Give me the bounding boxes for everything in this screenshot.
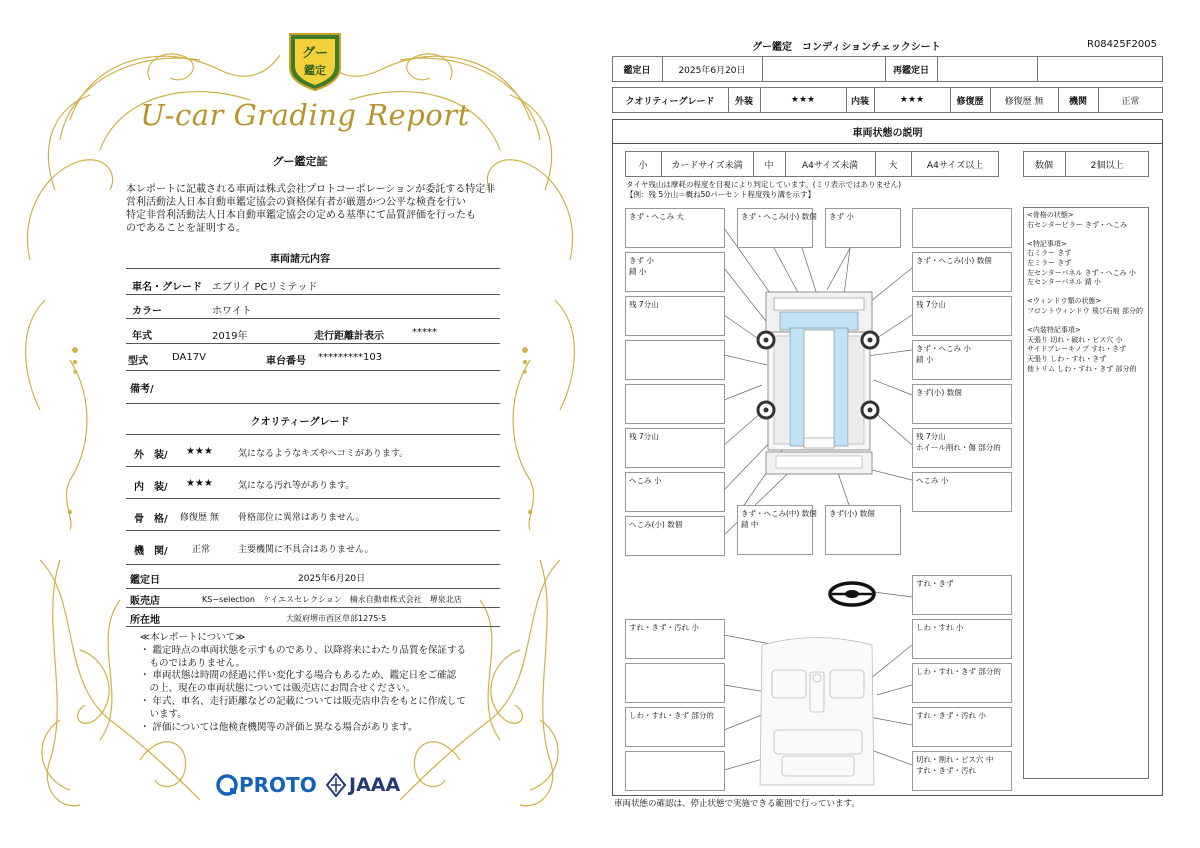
badge-top-text: グー <box>301 46 328 61</box>
badge-shield-icon <box>286 30 344 92</box>
model-label: 型式 <box>128 356 148 367</box>
sheet-title: グー鑑定 コンディションチェックシート <box>752 42 941 53</box>
legend-count-desc: 2個以上 <box>1090 160 1124 171</box>
special-note-line: <特記事項> <box>1027 239 1067 248</box>
quality-label: 内 装/ <box>134 482 168 493</box>
special-note-line: 左センターパネル きず・へこみ 小 <box>1027 268 1136 277</box>
special-note-line <box>1027 317 1145 327</box>
certificate-heading: グー鑑定証 <box>272 155 328 168</box>
year-value: 2019年 <box>212 331 248 342</box>
legend-medium-desc: A4サイズ未満 <box>801 160 859 171</box>
interior-box-right-3: すれ・きず・汚れ 小 <box>912 707 1012 747</box>
address-label: 所在地 <box>130 615 160 626</box>
damage-box-left-1: きず・へこみ 大 <box>625 208 725 248</box>
damage-box-top-1: きず・へこみ(小) 数個 <box>737 208 813 248</box>
quality-label: 骨 格/ <box>134 514 168 525</box>
special-note-line <box>1027 230 1145 240</box>
quality-desc: 主要機関に不具合はありません。 <box>238 545 374 555</box>
damage-box-left-3: 残 7分山 <box>625 296 725 336</box>
intro-line: のであることを証明する。 <box>126 223 246 234</box>
special-note-line: <骨格の状態> <box>1027 211 1074 219</box>
mileage-label: 走行距離計表示 <box>314 331 384 342</box>
notes-title: ≪本レポートについて≫ <box>140 632 246 643</box>
badge-bottom-text: 鑑定 <box>304 64 326 77</box>
divider <box>126 268 500 269</box>
sheet-footer: 車両状態の確認は、停止状態で実施できる範囲で行っています。 <box>614 799 860 809</box>
note-line: ・ 評価については他検査機関等の評価と異なる場合があります。 <box>140 721 418 733</box>
interior-box-right-1: しわ・すれ 小 <box>912 619 1012 659</box>
damage-box-right-4: きず(小) 数個 <box>912 384 1012 424</box>
damage-box-right-2: 残 7分山 <box>912 296 1012 336</box>
quality-label: 外 装/ <box>134 450 168 461</box>
interior-box-right-2: しわ・すれ・きず 部分的 <box>912 663 1012 703</box>
damage-box-right-1: きず・へこみ(小) 数個 <box>912 252 1012 292</box>
special-note-line: 右センターピラー きず・へこみ <box>1027 220 1127 229</box>
special-note-line: 天張り 切れ・破れ・ビス穴 小 <box>1027 335 1123 344</box>
special-notes-box <box>1023 207 1149 779</box>
report-notes <box>140 632 466 734</box>
damage-box-bottom-1: きず・へこみ(中) 数個 錆 中 <box>737 505 813 555</box>
special-note-line: 天張り しわ・すれ・きず <box>1027 354 1107 363</box>
divider <box>126 466 500 467</box>
car-top-view <box>758 292 878 474</box>
exterior-label: 外装 <box>734 96 753 107</box>
damage-box-left-5 <box>625 384 725 424</box>
damage-box-right-5: 残 7分山 ホイール削れ・傷 部分的 <box>912 428 1012 468</box>
intro-line: 本レポートに記載される車両は株式会社プロトコーポレーションが委託する特定非 <box>126 184 496 195</box>
intro-line: 特定非営利活動法人日本自動車鑑定協会の定める基準にて品質評価を行ったも <box>126 210 476 221</box>
divider <box>126 564 500 565</box>
quality-value: ★★★ <box>186 478 213 489</box>
legend-count: 数個 <box>1034 160 1053 171</box>
quality-value: ★★★ <box>186 446 213 457</box>
divider <box>126 626 500 627</box>
legend-large: 大 <box>888 160 898 171</box>
legend-medium: 中 <box>764 160 774 171</box>
reinspect-label: 再鑑定日 <box>892 65 929 76</box>
tire-note-2: 【例：残 5分山＝概ね50パーセント程度残り溝を示す】 <box>626 190 816 199</box>
special-note-line: 右ミラー きず <box>1027 249 1072 258</box>
spec-title: 車両諸元内容 <box>270 254 330 265</box>
section-title: 車両状態の説明 <box>852 127 923 139</box>
sheet-date-label: 鑑定日 <box>623 65 651 76</box>
quality-value: 正常 <box>192 545 211 555</box>
steering-wheel-icon <box>830 583 874 605</box>
damage-box-top-3 <box>912 208 1012 248</box>
divider <box>126 530 500 531</box>
divider <box>126 607 500 608</box>
quality-desc: 気になるようなキズやヘコミがあります。 <box>238 449 409 459</box>
damage-box-left-7: へこみ 小 <box>625 472 725 512</box>
jaaa-mark-icon <box>326 773 346 797</box>
damage-box-bottom-2: きず(小) 数個 <box>825 505 901 555</box>
repair-value: 修復歴 無 <box>1004 96 1044 107</box>
interior-box-left-1: すれ・きず・汚れ 小 <box>625 619 725 659</box>
color-label: カラー <box>132 306 162 317</box>
special-note-line: <内装特記事項> <box>1027 326 1081 335</box>
repair-label: 修復歴 <box>956 96 984 107</box>
mileage-value: ***** <box>412 327 437 338</box>
interior-box-left-4 <box>625 751 725 791</box>
dealer-value: KS−selection ケイエスセレクション 楠永自動車株式会社 堺泉北店 <box>202 595 462 604</box>
special-note-line: 左センターパネル 錆 小 <box>1027 278 1101 287</box>
remarks-label: 備考/ <box>130 384 154 395</box>
quality-value: 修復歴 無 <box>180 513 219 523</box>
divider <box>126 343 500 344</box>
divider <box>126 403 500 404</box>
special-note-line: サイドブレーキノブ すれ・きず <box>1027 345 1127 354</box>
proto-mark-icon <box>216 774 238 796</box>
note-line: ・ 鑑定時点の車両状態を示すものであり、以降将来にわたり品質を保証する <box>140 644 467 656</box>
divider <box>126 294 500 295</box>
damage-box-steering: すれ・きず <box>912 575 1012 615</box>
divider <box>126 370 500 371</box>
damage-box-left-2: きず 小 錆 小 <box>625 252 725 292</box>
jaaa-logo-text: JAAA <box>349 774 401 796</box>
year-label: 年式 <box>132 331 152 342</box>
chassis-label: 車台番号 <box>266 356 306 367</box>
exterior-value: ★★★ <box>790 95 816 105</box>
name-label: 車名・グレード <box>132 282 202 293</box>
tire-note-1: タイヤ残山は摩耗の程度を目視により判定しています。(ミリ表示ではありません) <box>626 180 902 189</box>
goo-appraisal-badge <box>286 30 344 92</box>
interior-value: ★★★ <box>899 95 925 105</box>
damage-box-left-6: 残 7分山 <box>625 428 725 468</box>
legend-small-desc: カードサイズ未満 <box>671 160 743 171</box>
intro-line: 営利活動法人日本自動車鑑定協会の資格保有者が厳選かつ公平な検査を行い <box>126 197 466 208</box>
divider <box>126 318 500 319</box>
grade-label: クオリティーグレード <box>625 96 715 107</box>
date-label: 鑑定日 <box>130 575 160 586</box>
damage-box-right-6: へこみ 小 <box>912 472 1012 512</box>
interior-label: 内装 <box>850 96 869 107</box>
quality-desc: 骨格部位に異常はありません。 <box>238 513 365 523</box>
damage-box-top-2: きず 小 <box>825 208 901 248</box>
legend-small: 小 <box>638 160 648 171</box>
name-value: エブリイ PCリミテッド <box>212 282 318 293</box>
address-value: 大阪府堺市西区草部1275-5 <box>286 614 387 623</box>
intro-text <box>126 183 506 235</box>
jaaa-logo <box>326 772 400 798</box>
date-value: 2025年6月20日 <box>298 574 366 584</box>
divider <box>126 434 500 435</box>
note-line: います。 <box>140 708 187 720</box>
special-note-line: 左ミラー きず <box>1027 258 1072 267</box>
sheet-code: R08425F2005 <box>1087 39 1157 50</box>
legend-large-desc: A4サイズ以上 <box>926 160 984 171</box>
special-note-line: 他トリム しわ・すれ・きず 部分的 <box>1027 364 1137 373</box>
damage-box-left-4 <box>625 340 725 380</box>
divider <box>126 498 500 499</box>
interior-box-left-2 <box>625 663 725 703</box>
note-line: ・ 車両状態は時間の経過に伴い変化する場合もあるため、鑑定日をご確認 <box>140 670 457 682</box>
quality-label: 機 関/ <box>134 546 168 557</box>
note-line: ものではありません。 <box>140 657 246 669</box>
damage-box-left-8: へこみ(小) 数個 <box>625 516 725 556</box>
special-note-line <box>1027 288 1145 298</box>
car-interior-view <box>760 638 874 786</box>
model-value: DA17V <box>172 352 206 363</box>
proto-logo <box>216 772 317 798</box>
quality-title: クオリティーグレード <box>250 417 350 428</box>
color-value: ホワイト <box>212 306 252 317</box>
interior-box-left-3: しわ・すれ・きず 部分的 <box>625 707 725 747</box>
sheet-date-value: 2025年6月20日 <box>678 65 746 76</box>
special-note-line: <ウィンドウ類の状態> <box>1027 297 1102 306</box>
dealer-label: 販売店 <box>130 596 160 607</box>
quality-desc: 気になる汚れ等があります。 <box>238 481 355 491</box>
special-note-line: フロントウィンドウ 飛び石痕 部分的 <box>1027 306 1144 315</box>
script-title: U-car Grading Report <box>140 98 470 132</box>
damage-box-right-3: きず・へこみ 小 錆 小 <box>912 340 1012 380</box>
engine-label: 機関 <box>1068 96 1087 107</box>
engine-value: 正常 <box>1121 96 1140 107</box>
note-line: の上、現在の車両状態については販売店にお問合せください。 <box>140 683 416 695</box>
interior-box-right-4: 切れ・割れ・ビス穴 中 すれ・きず・汚れ <box>912 751 1012 791</box>
divider <box>126 588 500 589</box>
note-line: ・ 年式、車名、走行距離などの記載については販売店申告をもとに作成して <box>140 695 466 707</box>
chassis-value: *********103 <box>318 352 383 363</box>
proto-logo-text: PROTO <box>239 773 317 797</box>
